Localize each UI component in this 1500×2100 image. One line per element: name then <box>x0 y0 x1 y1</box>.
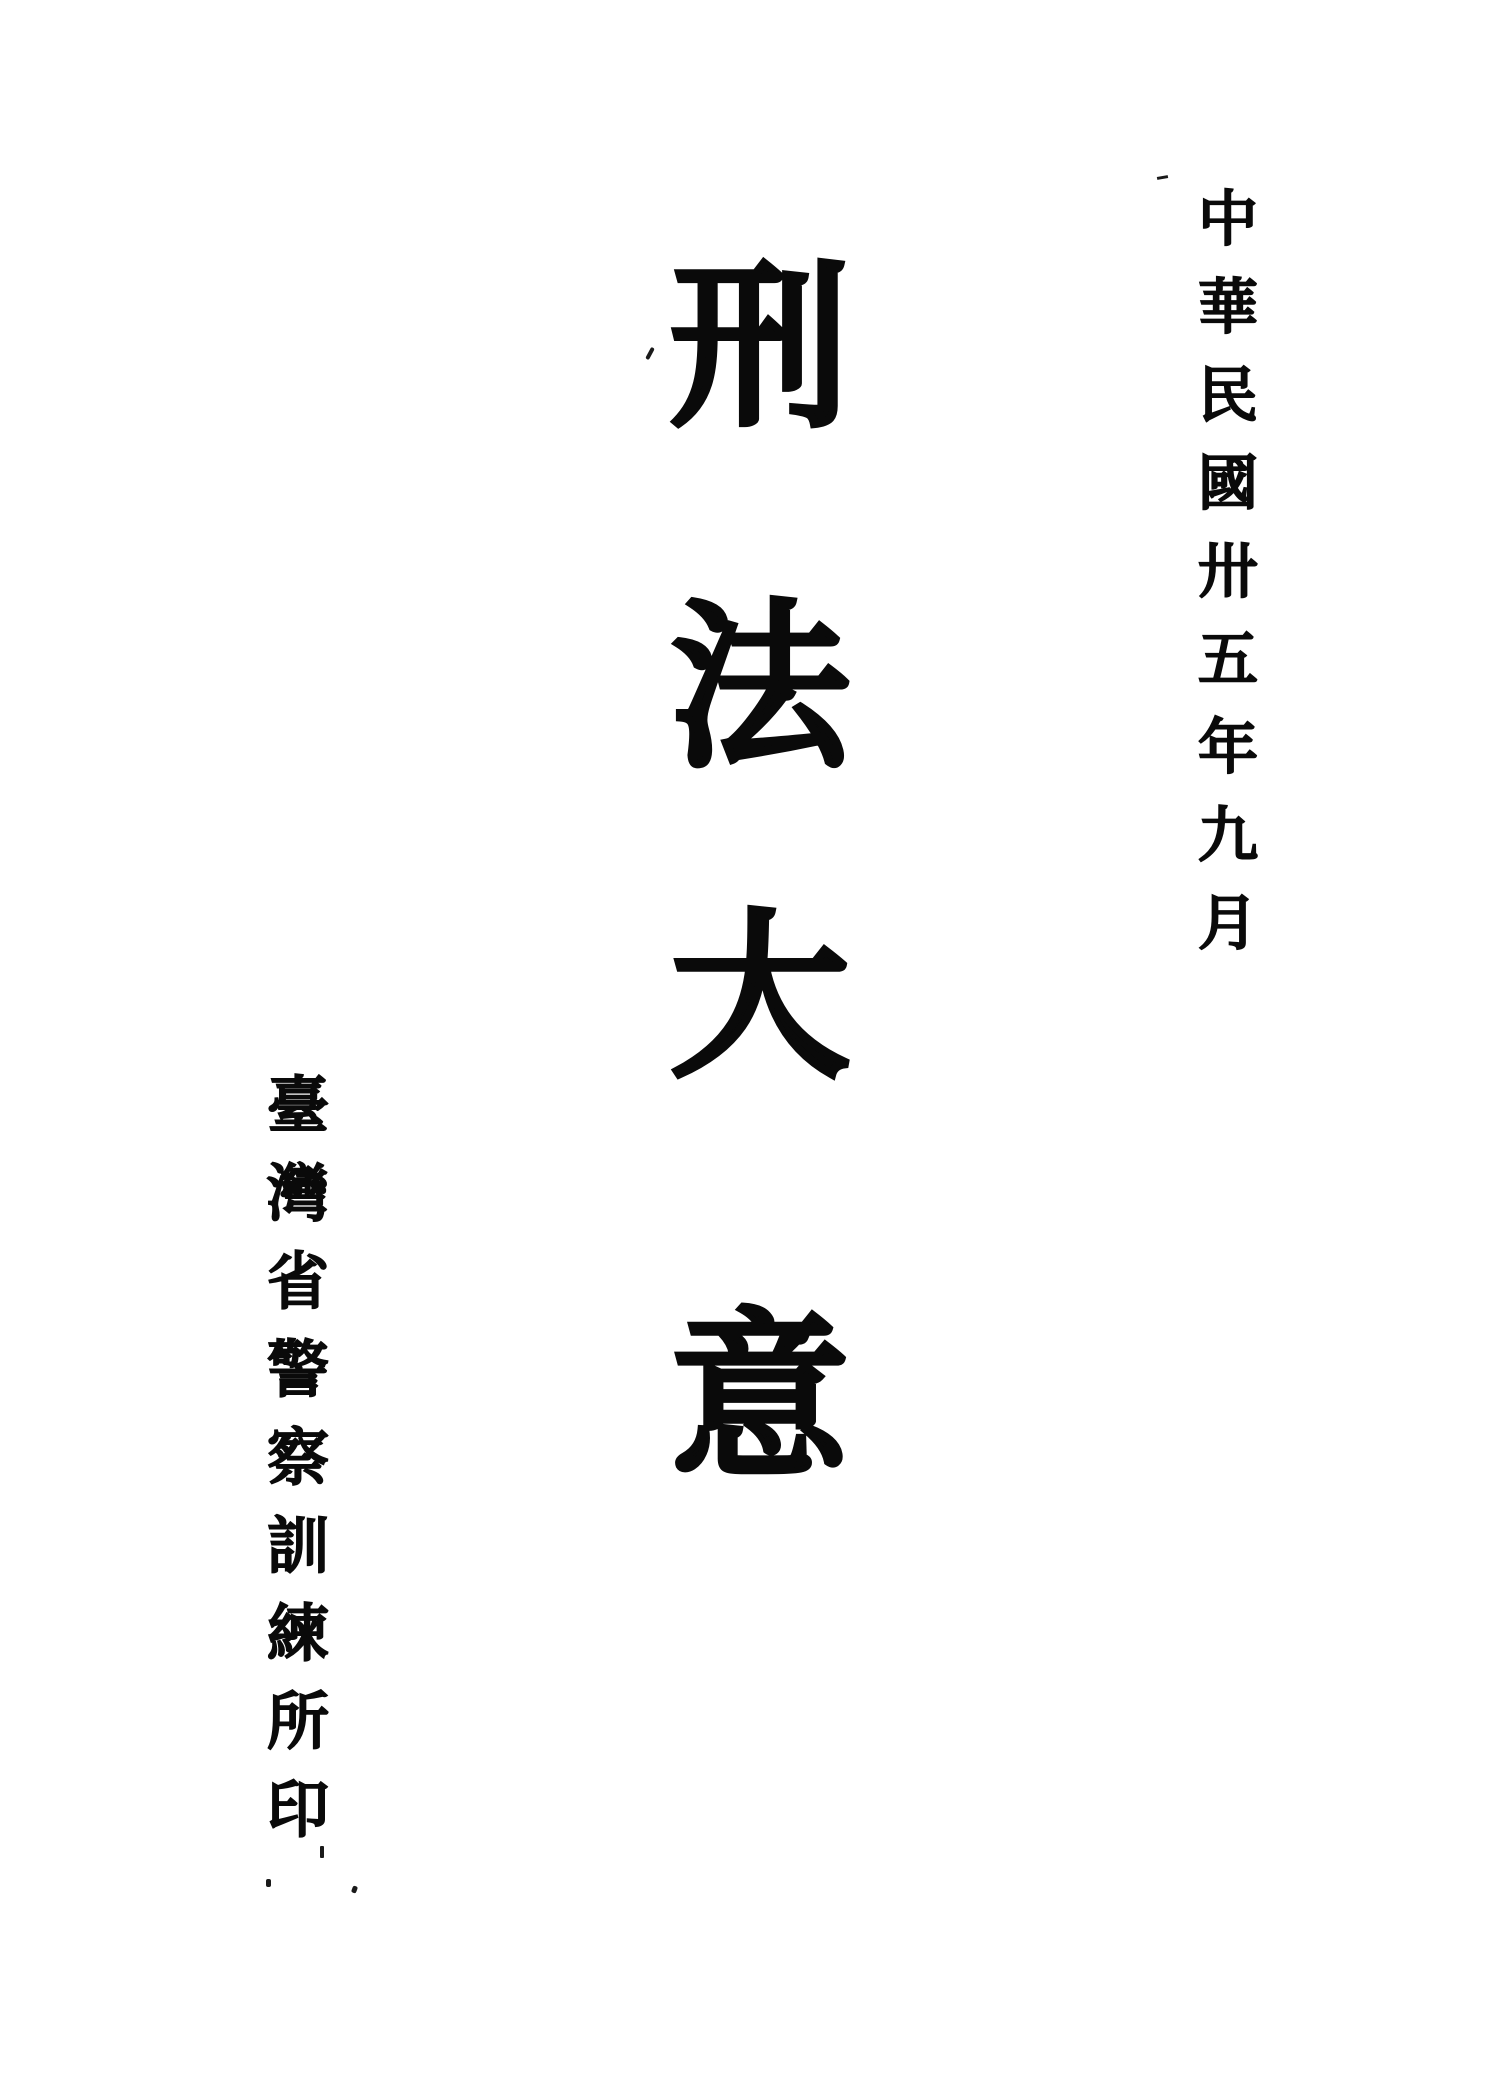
date-char: 華 <box>1198 273 1258 343</box>
title-char: 法 <box>669 582 850 793</box>
publisher-char: 省 <box>266 1245 329 1318</box>
scan-speck <box>645 347 655 360</box>
date-column <box>1190 176 1266 968</box>
scan-speck <box>320 1846 324 1858</box>
publisher-char: 訓 <box>266 1509 329 1582</box>
date-char: 年 <box>1198 713 1258 783</box>
date-char: 九 <box>1198 801 1258 871</box>
publisher-char: 所 <box>266 1685 329 1758</box>
title-char: 大 <box>669 892 850 1103</box>
date-char: 五 <box>1198 625 1258 695</box>
title-char: 刑 <box>669 242 850 453</box>
publisher-char: 練 <box>266 1597 329 1670</box>
title-char: 意 <box>669 1292 850 1503</box>
date-char: 月 <box>1198 889 1258 959</box>
publisher-column <box>260 1062 336 1854</box>
publisher-char: 察 <box>266 1421 329 1494</box>
publisher-char: 印 <box>266 1773 329 1846</box>
date-char: 卅 <box>1198 537 1258 607</box>
publisher-char: 灣 <box>266 1157 329 1230</box>
scan-speck <box>266 1879 271 1887</box>
publisher-char: 臺 <box>266 1069 329 1142</box>
date-char: 民 <box>1198 361 1258 431</box>
scan-speck <box>1157 175 1168 180</box>
date-char: 國 <box>1198 449 1258 519</box>
scan-speck <box>351 1885 358 1893</box>
date-char: 中 <box>1198 185 1258 255</box>
publisher-char: 警 <box>266 1333 329 1406</box>
book-title <box>660 242 860 1503</box>
